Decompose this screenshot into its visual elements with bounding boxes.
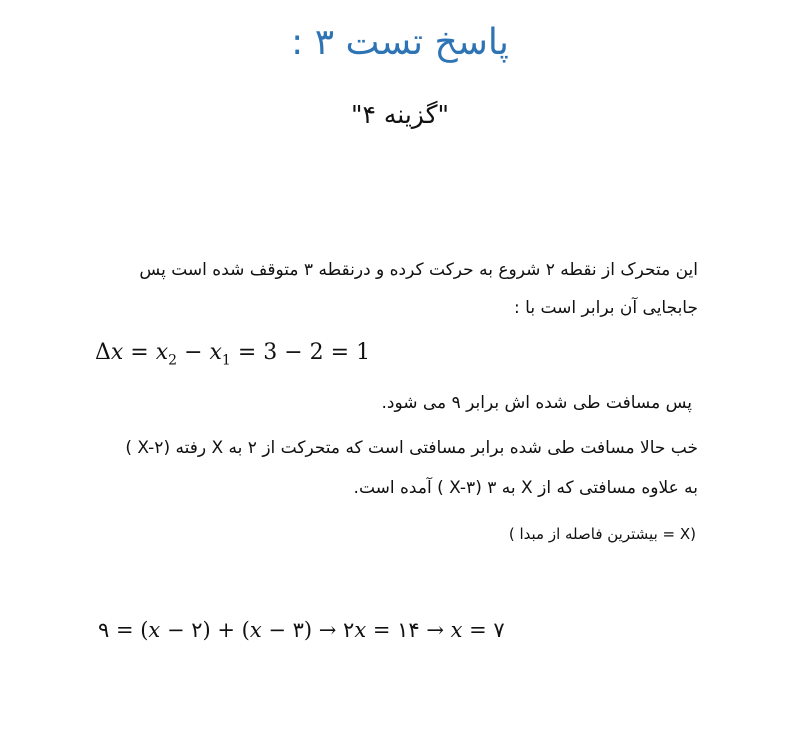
eq1-sub-1: 1	[221, 352, 231, 369]
distance-equation	[98, 618, 505, 642]
page-title: پاسخ تست ۳ :	[291, 22, 509, 63]
paragraph-displacement: جابجایی آن برابر است با :	[514, 298, 698, 318]
displacement-equation	[95, 340, 370, 368]
eq1-var-x2: x	[155, 340, 169, 365]
eq2-var-x1: x	[148, 618, 161, 642]
paragraph-explanation-2: به علاوه مسافتی که از X به ۳ (X-۳ ) آمده است.	[353, 478, 698, 498]
paragraph-distance: پس مسافت طی شده اش برابر ۹ می شود.	[381, 393, 692, 413]
paragraph-definition: (X = بیشترین فاصله از مبدا )	[508, 525, 696, 543]
eq1-minus: −	[177, 340, 210, 365]
eq1-equals: =	[123, 340, 156, 365]
eq1-sub-2: 2	[168, 352, 178, 369]
delta-symbol: Δ	[95, 340, 111, 365]
eq2-mid1: − ۲) + (	[160, 618, 250, 642]
eq2-var-x4: x	[450, 618, 463, 642]
paragraph-explanation-1: خب حالا مسافت طی شده برابر مسافتی است که متحرکت از ۲ به X رفته (X-۲ )	[125, 438, 698, 458]
eq2-end: = ۷	[462, 618, 505, 642]
paragraph-start-end: این متحرک از نقطه ۲ شروع به حرکت کرده و درنقطه ۳ متوقف شده است پس	[139, 260, 698, 280]
eq2-var-x2: x	[249, 618, 262, 642]
eq2-mid3: = ۱۴ →	[366, 618, 451, 642]
eq1-var-x: x	[110, 340, 124, 365]
answer-option: "گزینه ۴"	[351, 100, 449, 129]
eq2-var-x3: x	[354, 618, 367, 642]
eq1-var-x1: x	[209, 340, 222, 365]
eq2-mid2: − ۳) → ۲	[261, 618, 355, 642]
eq1-result: = 3 − 2 = 1	[230, 340, 371, 365]
eq2-lhs: ۹ = (	[98, 618, 149, 642]
